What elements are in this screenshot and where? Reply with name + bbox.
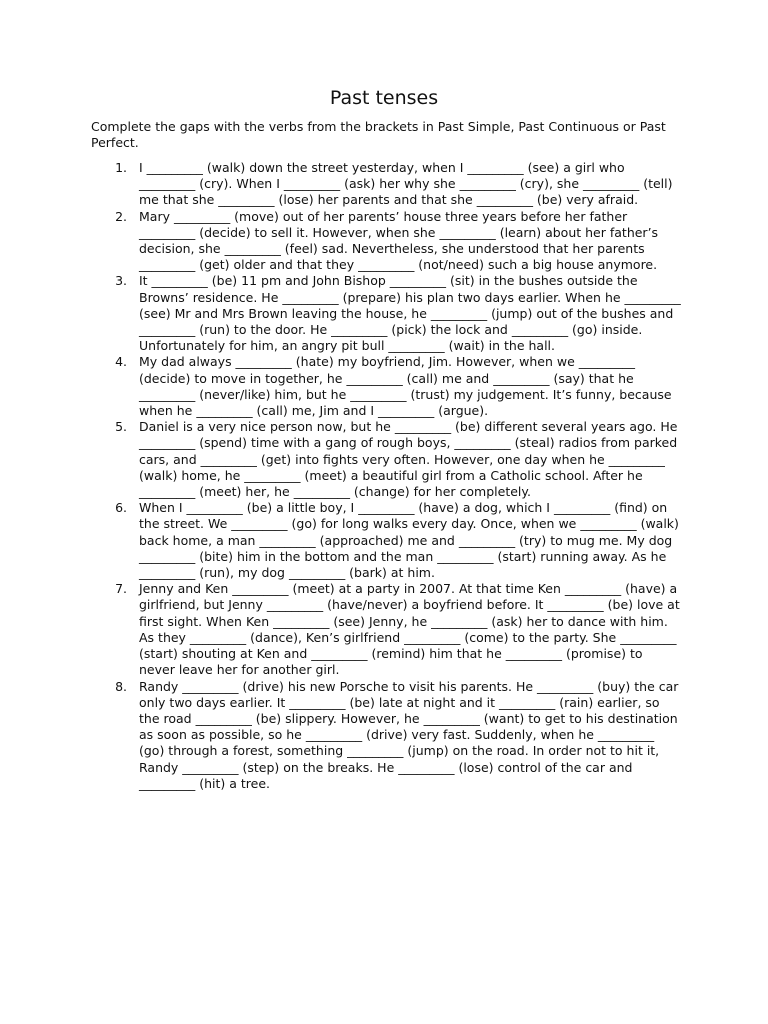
exercise-item-4: [91, 354, 681, 419]
item-number: 7.: [115, 581, 127, 597]
exercise-item-7: [91, 581, 681, 678]
exercise-item-1: [91, 160, 681, 209]
item-text: My dad always _________ (hate) my boyfriend, Jim. However, when we _________ (decide) to move in together, he _________ (call) me and _________ (say) that he _________ (never/like) him, but he _________ (trust) my judgement. It’s funny, because when he _________ (call) me, Jim and I _________ (argue).: [139, 354, 672, 419]
item-number: 3.: [115, 273, 127, 289]
exercise-item-5: [91, 419, 681, 500]
item-number: 5.: [115, 419, 127, 435]
item-text: Mary _________ (move) out of her parents’ house three years before her father _________ (decide) to sell it. However, when she _________ (learn) about her father’s decision, she _________ (feel) sad. Nevertheless, she understood that her parents _________ (get) older and that they _________ (not/need) such a big house anymore.: [139, 208, 659, 273]
exercise-item-2: [91, 209, 681, 274]
exercise-item-8: [91, 679, 681, 792]
exercise-item-3: [91, 273, 681, 354]
item-number: 1.: [115, 160, 127, 175]
item-text: It _________ (be) 11 pm and John Bishop _________ (sit) in the bushes outside the Browns’ residence. He _________ (prepare) his plan two days earlier. When he _________ (see) Mr and Mrs Brown leaving the house, he _________ (jump) out of the bushes and _________ (run) to the door. He _________ (pick) the lock and _________ (go) inside. Unfortunately for him, an angry pit bull _________ (wait) in the hall.: [139, 273, 681, 354]
item-number: 6.: [115, 500, 127, 516]
item-text: Jenny and Ken _________ (meet) at a party in 2007. At that time Ken _________ (have) a girlfriend, but Jenny _________ (have/never) a boyfriend before. It _________ (be) love at first sight. When Ken _________ (see) Jenny, he _________ (ask) her to dance with him. As they _________ (dance), Ken’s girlfriend _________ (come) to the party. She _________ (start) shouting at Ken and _________ (remind) him that he _________ (promise) to never leave her for another girl.: [139, 581, 680, 678]
item-text: Daniel is a very nice person now, but he _________ (be) different several years ago. He _________ (spend) time with a gang of rough boys, _________ (steal) radios from parked cars, and _________ (get) into fights very often. However, one day when he _________ (walk) home, he _________ (meet) a beautiful girl from a Catholic school. After he _________ (meet) her, he _________ (change) for her completely.: [139, 419, 678, 500]
item-number: 2.: [115, 208, 127, 224]
exercise-list: [91, 160, 681, 792]
item-number: 8.: [115, 678, 127, 694]
item-text: Randy _________ (drive) his new Porsche to visit his parents. He _________ (buy) the car only two days earlier. It _________ (be) late at night and it _________ (rain) earlier, so the road _________ (be) slippery. However, he _________ (want) to get to his destination as soon as possible, so he _________ (drive) very fast. Suddenly, when he _________ (go) through a forest, something _________ (jump) on the road. In order not to hit it, Randy _________ (step) on the breaks. He _________ (lose) control of the car and _________ (hit) a tree.: [139, 678, 679, 791]
exercise-item-6: [91, 500, 681, 581]
item-number: 4.: [115, 354, 127, 370]
item-text: I _________ (walk) down the street yesterday, when I _________ (see) a girl who _________ (cry). When I _________ (ask) her why she _________ (cry), she _________ (tell) me that she _________ (lose) her parents and that she _________ (be) very afraid.: [139, 160, 673, 208]
item-text: When I _________ (be) a little boy, I _________ (have) a dog, which I _________ (find) on the street. We _________ (go) for long walks every day. Once, when we _________ (walk) back home, a man _________ (approached) me and _________ (try) to mug me. My dog _________ (bite) him in the bottom and the man _________ (start) running away. As he _________ (run), my dog _________ (bark) at him.: [139, 500, 679, 581]
instructions-text: Complete the gaps with the verbs from the brackets in Past Simple, Past Continuous or Past Perfect.: [91, 119, 666, 150]
page-title: Past tenses: [329, 87, 439, 109]
